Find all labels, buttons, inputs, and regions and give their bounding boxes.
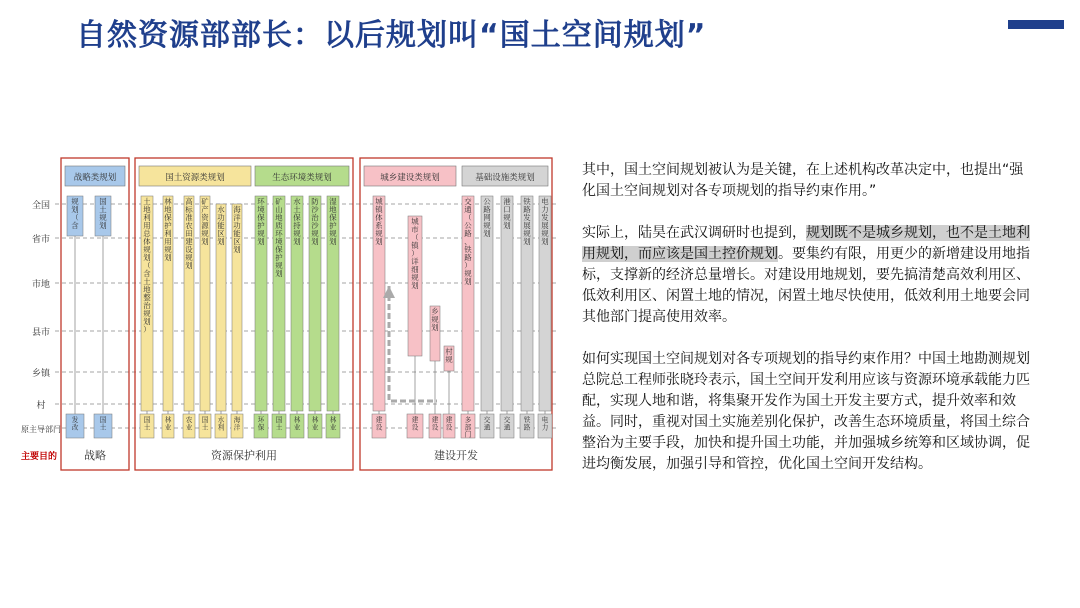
paragraph-2 [582, 223, 1037, 328]
dept-label: 海洋 [233, 416, 241, 432]
dept-label: 建设 [431, 416, 439, 432]
paragraph-text: 实际上，陆昊在武汉调研时也提到， [582, 225, 806, 241]
plan-column-label: 水功能区划 [217, 205, 225, 246]
plan-column-label: 城市（镇）详细规划 [411, 217, 419, 290]
plan-column-label: 电力发展规划 [541, 197, 549, 246]
level-label: 乡镇 [31, 369, 51, 379]
plan-column-label: 乡规划 [431, 307, 439, 332]
section-footer: 战略 [84, 449, 106, 462]
plan-column-label: 水土保持规划 [293, 197, 301, 246]
dept-label: 环保 [257, 416, 265, 432]
plan-column-label: 交通（公路、铁路）规划 [464, 197, 472, 286]
dept-label: 国土 [143, 416, 151, 432]
dept-label: 农业 [185, 416, 193, 432]
dept-label: 建设 [445, 416, 453, 432]
dept-label: 国土 [99, 416, 107, 432]
paragraph-text: 如何实现国土空间规划对各专项规划的指导约束作用？中国土地勘测规划总院总工程师张晓玲表示，国土空间开发利用应该与资源环境承载能力匹配，实现人地和谐，将集聚开发作为国土开发主要方式，提升效率和效益。同时，重视对国土实施差别化保护，改善生态环境质量，将国土综合整治为主要手段，加快和提升国土功能，并加强城乡统筹和区域协调，促进均衡发展，加强引导和管控，优化国土空间开发结构。 [582, 351, 1030, 472]
article-text [582, 160, 1037, 496]
dept-label: 水利 [217, 416, 225, 432]
plan-column-label: 土地利用总体规划（含土地整治规划） [143, 197, 151, 334]
level-label: 原主导部门 [21, 425, 61, 434]
group-header-label: 战略类规划 [73, 173, 117, 183]
dept-label: 林业 [311, 416, 319, 432]
plan-column-label: 林地保护利用规划 [164, 197, 172, 262]
plan-column-label: 防沙治沙规划 [311, 197, 319, 246]
dept-label: 国土 [201, 416, 209, 432]
group-header-label: 城乡建设类规划 [380, 173, 440, 183]
dept-label: 林业 [329, 416, 337, 432]
title-accent-bar [1008, 20, 1064, 29]
dept-label: 交通 [503, 416, 511, 432]
highlighted-text: 规划既不是城乡规划，也不是土地利用规划，而应该是国土控价规划 [582, 225, 1030, 262]
plan-column-label: 海洋功能区划 [233, 205, 241, 254]
plan-column-label: 国土规划 [99, 197, 107, 230]
plan-column-label: 高标准农田建设规划 [185, 197, 193, 270]
plan-column-label: 规划（含 [71, 197, 79, 230]
plan-column-label: 矿产资源规划 [201, 197, 209, 246]
level-label: 县市 [31, 328, 51, 338]
level-label: 全国 [31, 201, 51, 211]
dept-label: 多部门 [464, 416, 472, 439]
plan-column-label: 环境保护规划 [257, 197, 265, 246]
plan-column-label: 村规 [445, 347, 453, 364]
dept-label: 电力 [541, 416, 549, 432]
dept-label: 林业 [164, 416, 172, 432]
plan-column-label: 公路网规划 [483, 197, 491, 238]
plan-column-label: 矿山地质环境保护规划 [275, 197, 283, 278]
planning-system-diagram [17, 156, 557, 474]
paragraph-text: 。要集约有限，用更少的新增建设用地指标，支撑新的经济总量增长。对建设用地规划，要先搞清楚高效利用区、低效利用区、闲置土地的情况，闲置土地尽快使用，低效利用土地要会同其他部门提高使用效率。 [582, 246, 1030, 325]
dept-label: 建设 [375, 416, 383, 432]
plan-column-label: 港口规划 [503, 197, 511, 230]
section-footer: 建设开发 [434, 449, 478, 462]
level-label: 村 [36, 401, 46, 411]
level-label-purpose: 主要目的 [20, 452, 58, 462]
group-header-label: 基础设施类规划 [475, 173, 535, 183]
page-title: 自然资源部部长：以后规划叫“国土空间规划” [76, 18, 707, 53]
level-label: 市地 [31, 280, 51, 290]
plan-column-label: 湿地保护规划 [329, 197, 337, 246]
group-header-label: 生态环境类规划 [272, 173, 332, 183]
paragraph-text: 其中，国土空间规划被认为是关键，在上述机构改革决定中，也提出“强化国土空间规划对各专项规划的指导约束作用。” [582, 162, 1024, 199]
plan-column-label: 城镇体系规划 [375, 197, 383, 246]
plan-column-label: 铁路发展规划 [523, 197, 531, 246]
dept-label: 铁路 [523, 416, 531, 432]
dept-label: 建设 [411, 416, 419, 432]
paragraph-1 [582, 160, 1037, 202]
dept-label: 交通 [483, 416, 491, 432]
dept-label: 发改 [71, 416, 79, 432]
paragraph-3 [582, 349, 1037, 475]
dept-label: 国土 [275, 416, 283, 432]
section-footer: 资源保护利用 [211, 449, 277, 462]
level-label: 省市 [31, 235, 51, 245]
group-header-label: 国土资源类规划 [165, 173, 225, 183]
dept-label: 林业 [293, 416, 301, 432]
